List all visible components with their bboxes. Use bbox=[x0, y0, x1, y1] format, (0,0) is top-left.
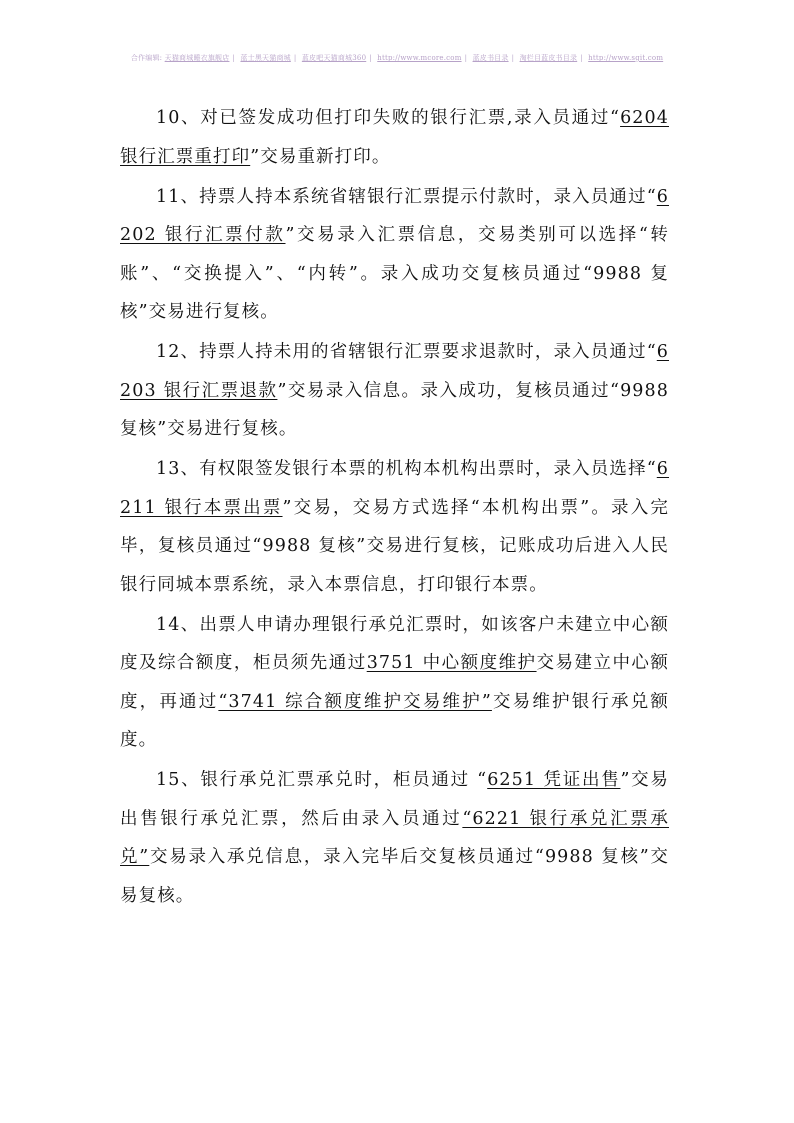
text-run: ”交易录入信息。录入成功，复核员通过“9988 复核”交易进行复核。 bbox=[120, 380, 669, 439]
text-run: 12、持票人持未用的省辖银行汇票要求退款时，录入员通过“ bbox=[156, 342, 657, 362]
transaction-code: 6251 凭证出售 bbox=[487, 770, 621, 790]
text-run: ”交易，交易方式选择“本机构出票”。录入完毕，复核员通过“9988 复核”交易进行复核，记账成功后进入人民银行同城本票系统，录入本票信息，打印银行本票。 bbox=[120, 497, 669, 595]
header-link[interactable]: 蓝皮吧天猫商城360 bbox=[301, 54, 367, 62]
text-run: ”交易出售银行承兑汇票，然后由录入员通过 bbox=[120, 770, 669, 829]
header-link[interactable]: 蓝皮书目录 bbox=[472, 54, 509, 62]
transaction-code: “3741 综合额度维护交易维护” bbox=[218, 691, 492, 712]
header-label: 合作编辑: bbox=[130, 54, 163, 62]
text-run: 11、持票人持本系统省辖银行汇票提示付款时，录入员通过“ bbox=[156, 186, 657, 207]
header-link[interactable]: 淘栏目蓝皮书目录 bbox=[519, 54, 578, 62]
text-run: 13、有权限签发银行本票的机构本机构出票时，录入员选择“ bbox=[156, 459, 657, 479]
paragraph-10 bbox=[120, 99, 669, 176]
paragraph-12 bbox=[120, 333, 669, 449]
page-header: 合作编辑: 天猫商城睡衣旗舰店 | 蓝士黑天猫商城 | 蓝皮吧天猫商城360 | http://www.mcore.com | 蓝皮书目录 | 淘栏目蓝皮书目录 | http://www.sgit.com bbox=[130, 54, 664, 62]
paragraph-15 bbox=[120, 761, 669, 915]
text-run: 10、对已签发成功但打印失败的银行汇票,录入员通过“ bbox=[156, 108, 621, 128]
transaction-code: “6221 银行承兑汇票承兑” bbox=[120, 808, 669, 867]
paragraph-11 bbox=[120, 178, 669, 332]
text-run: 交易维护银行承兑额度。 bbox=[120, 691, 670, 750]
text-run: 15、银行承兑汇票承兑时，柜员通过 “ bbox=[156, 770, 488, 790]
header-link[interactable]: http://www.sgit.com bbox=[588, 54, 664, 62]
text-run: 14、出票人申请办理银行承兑汇票时，如该客户未建立中心额度及综合额度，柜员须先通过 bbox=[120, 614, 669, 673]
transaction-code: 6202 银行汇票付款 bbox=[120, 186, 669, 245]
text-run: ”交易重新打印。 bbox=[250, 146, 391, 167]
header-link[interactable]: http://www.mcore.com bbox=[377, 54, 462, 62]
document-body bbox=[120, 99, 669, 915]
text-run: ”交易录入汇票信息，交易类别可以选择“转账”、“交换提入”、“内转”。录入成功交复核员通过“9988 复核”交易进行复核。 bbox=[120, 225, 669, 322]
text-run: 交易建立中心额度，再通过 bbox=[120, 653, 670, 712]
paragraph-13 bbox=[120, 450, 669, 604]
transaction-code: 6211 银行本票出票 bbox=[120, 459, 669, 518]
transaction-code: 6203 银行汇票退款 bbox=[120, 342, 669, 401]
transaction-code: 3751 中心额度维护 bbox=[366, 653, 537, 673]
transaction-code: 6204 银行汇票重打印 bbox=[120, 108, 669, 167]
paragraph-14 bbox=[120, 606, 669, 760]
header-link[interactable]: 蓝士黑天猫商城 bbox=[240, 54, 291, 62]
text-run: 交易录入承兑信息，录入完毕后交复核员通过“9988 复核”交易复核。 bbox=[120, 847, 669, 906]
header-link[interactable]: 天猫商城睡衣旗舰店 bbox=[164, 54, 230, 62]
